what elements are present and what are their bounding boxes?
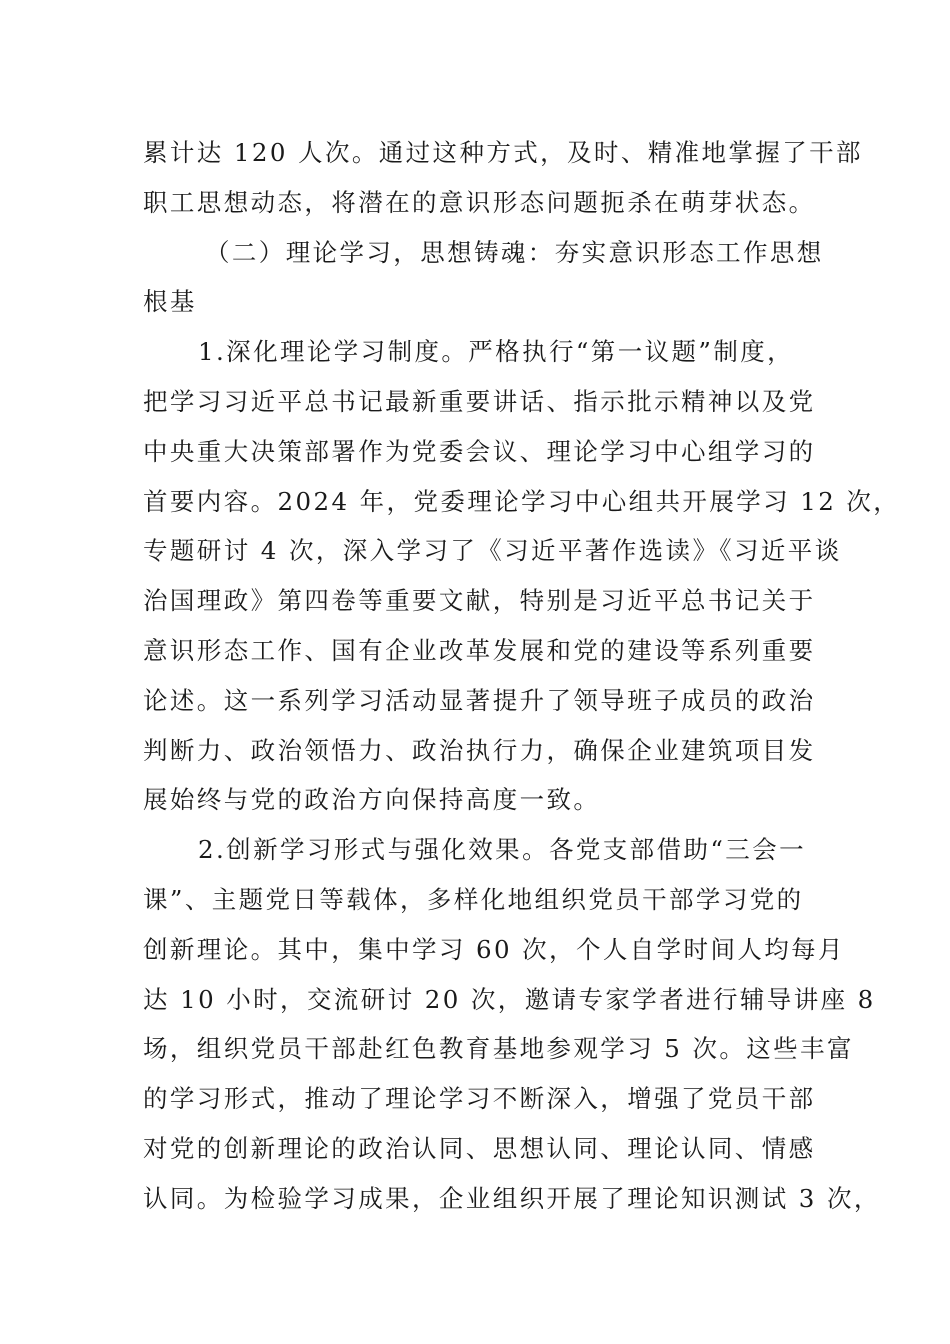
text-line: 展始终与党的政治方向保持高度一致。	[143, 785, 601, 815]
section-heading	[143, 228, 823, 328]
text-line: 治国理政》第四卷等重要文献，特别是习近平总书记关于	[143, 586, 816, 616]
text-line: 中央重大决策部署作为党委会议、理论学习中心组学习的	[143, 436, 816, 466]
paragraph-item-2	[143, 825, 881, 1223]
text-line: 1.深化理论学习制度。严格执行“第一议题”制度，	[198, 337, 795, 367]
document-body	[143, 128, 901, 1224]
text-line: 对党的创新理论的政治认同、思想认同、理论认同、情感	[143, 1133, 816, 1163]
text-line: 累计达 120 人次。通过这种方式，及时、精准地掌握了干部	[143, 138, 863, 167]
text-line: 判断力、政治领悟力、政治执行力，确保企业建筑项目发	[143, 735, 816, 765]
text-line: 首要内容。2024 年，党委理论学习中心组共开展学习 12 次，	[143, 486, 901, 516]
text-line: 的学习形式，推动了理论学习不断深入，增强了党员干部	[143, 1084, 816, 1114]
paragraph-item-1	[143, 327, 901, 825]
text-line: 2.创新学习形式与强化效果。各党支部借助“三会一	[198, 835, 806, 865]
text-line: 认同。为检验学习成果，企业组织开展了理论知识测试 3 次，	[143, 1183, 881, 1213]
text-line: 课”、主题党日等载体，多样化地组织党员干部学习党的	[143, 884, 804, 914]
text-line: 把学习习近平总书记最新重要讲话、指示批示精神以及党	[143, 386, 816, 416]
text-line: 意识形态工作、国有企业改革发展和党的建设等系列重要	[143, 635, 816, 665]
text-line: 专题研讨 4 次，深入学习了《习近平著作选读》《习近平谈	[143, 536, 842, 566]
text-line: 根基	[143, 287, 197, 317]
text-line: 达 10 小时，交流研讨 20 次，邀请专家学者进行辅导讲座 8	[143, 984, 876, 1014]
paragraph-body	[143, 128, 863, 228]
text-line: （二）理论学习，思想铸魂：夯实意识形态工作思想	[205, 237, 824, 267]
text-line: 场，组织党员干部赴红色教育基地参观学习 5 次。这些丰富	[143, 1034, 854, 1064]
text-line: 论述。这一系列学习活动显著提升了领导班子成员的政治	[143, 685, 816, 715]
text-line: 创新理论。其中，集中学习 60 次，个人自学时间人均每月	[143, 934, 845, 964]
text-line: 职工思想动态，将潜在的意识形态问题扼杀在萌芽状态。	[143, 187, 816, 217]
